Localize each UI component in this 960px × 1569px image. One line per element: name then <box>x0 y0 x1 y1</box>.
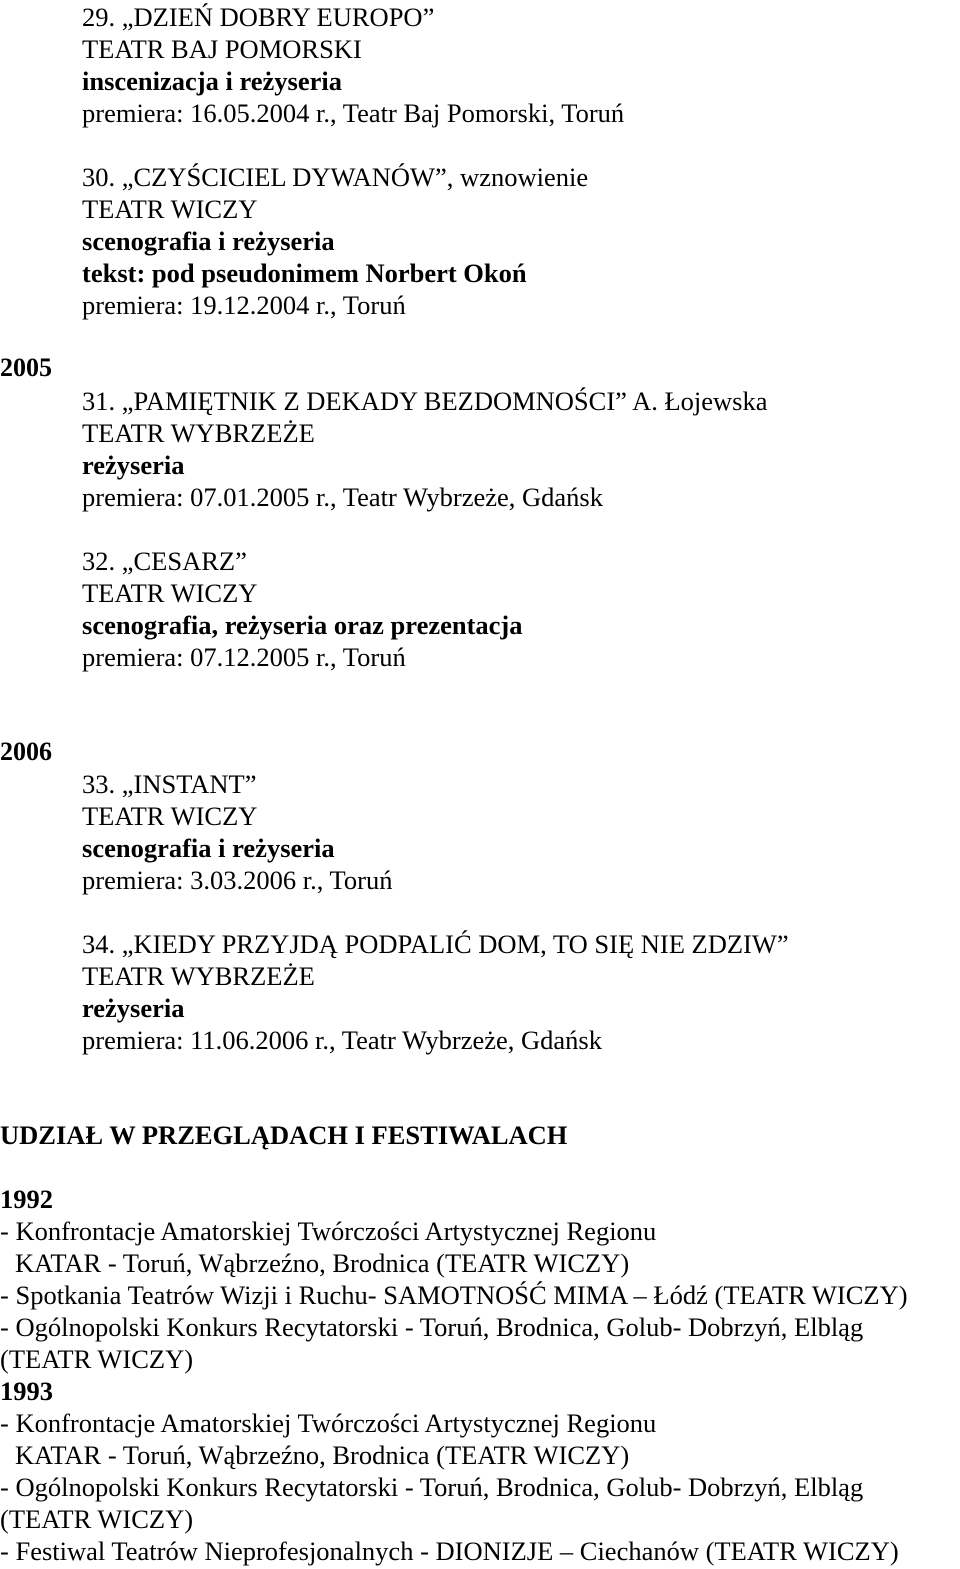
festivals-heading: UDZIAŁ W PRZEGLĄDACH I FESTIWALACH <box>0 1120 568 1150</box>
festival-1993-line-4: (TEATR WICZY) <box>0 1504 194 1534</box>
festival-1992-line-2: KATAR - Toruń, Wąbrzeźno, Brodnica (TEATR WICZY) <box>15 1248 630 1278</box>
entry-31-theatre: TEATR WYBRZEŻE <box>82 418 315 448</box>
entry-30-title: 30. „CZYŚCICIEL DYWANÓW”, wznowienie <box>82 162 589 192</box>
festivals-year-1992: 1992 <box>0 1184 53 1214</box>
entry-34-premiere: premiera: 11.06.2006 r., Teatr Wybrzeże, Gdańsk <box>82 1025 602 1055</box>
festival-1992-line-3: - Spotkania Teatrów Wizji i Ruchu- SAMOTNOŚĆ MIMA – Łódź (TEATR WICZY) <box>0 1280 908 1310</box>
festival-1993-line-5: - Festiwal Teatrów Nieprofesjonalnych - DIONIZJE – Ciechanów (TEATR WICZY) <box>0 1536 899 1566</box>
entry-32-title: 32. „CESARZ” <box>82 546 247 576</box>
festival-1992-line-4: - Ogólnopolski Konkurs Recytatorski - Toruń, Brodnica, Golub- Dobrzyń, Elbląg <box>0 1312 864 1342</box>
entry-29-title: 29. „DZIEŃ DOBRY EUROPO” <box>82 2 435 32</box>
entry-34-theatre: TEATR WYBRZEŻE <box>82 961 315 991</box>
entry-29-role: inscenizacja i reżyseria <box>82 66 343 96</box>
entry-34-title: 34. „KIEDY PRZYJDĄ PODPALIĆ DOM, TO SIĘ NIE ZDZIW” <box>82 929 789 959</box>
festivals-year-1993: 1993 <box>0 1376 53 1406</box>
festival-1993-line-1: - Konfrontacje Amatorskiej Twórczości Artystycznej Regionu <box>0 1408 657 1438</box>
entry-32-premiere: premiera: 07.12.2005 r., Toruń <box>82 642 406 672</box>
entry-34-role: reżyseria <box>82 993 185 1023</box>
entry-32-role: scenografia, reżyseria oraz prezentacja <box>82 610 523 640</box>
year-2005-label: 2005 <box>0 353 52 382</box>
entry-33-premiere: premiera: 3.03.2006 r., Toruń <box>82 865 393 895</box>
festival-1992-line-1: - Konfrontacje Amatorskiej Twórczości Artystycznej Regionu <box>0 1216 657 1246</box>
entry-31-premiere: premiera: 07.01.2005 r., Teatr Wybrzeże, Gdańsk <box>82 482 603 512</box>
festival-1993-line-2: KATAR - Toruń, Wąbrzeźno, Brodnica (TEATR WICZY) <box>15 1440 630 1470</box>
festival-1992-line-5: (TEATR WICZY) <box>0 1344 194 1374</box>
entry-31-title: 31. „PAMIĘTNIK Z DEKADY BEZDOMNOŚCI” A. Łojewska <box>82 386 768 416</box>
entry-29-premiere: premiera: 16.05.2004 r., Teatr Baj Pomorski, Toruń <box>82 98 625 128</box>
entry-30-premiere: premiera: 19.12.2004 r., Toruń <box>82 290 406 320</box>
entry-33-title: 33. „INSTANT” <box>82 769 257 799</box>
entry-32-theatre: TEATR WICZY <box>82 578 258 608</box>
entry-29-theatre: TEATR BAJ POMORSKI <box>82 34 362 64</box>
festival-1993-line-3: - Ogólnopolski Konkurs Recytatorski - Toruń, Brodnica, Golub- Dobrzyń, Elbląg <box>0 1472 864 1502</box>
entry-33-role: scenografia i reżyseria <box>82 833 335 863</box>
entry-30-role: scenografia i reżyseria <box>82 226 335 256</box>
entry-33-theatre: TEATR WICZY <box>82 801 258 831</box>
entry-30-theatre: TEATR WICZY <box>82 194 258 224</box>
entry-31-role: reżyseria <box>82 450 185 480</box>
year-2006-label: 2006 <box>0 737 52 766</box>
entry-30-extra: tekst: pod pseudonimem Norbert Okoń <box>82 258 527 288</box>
